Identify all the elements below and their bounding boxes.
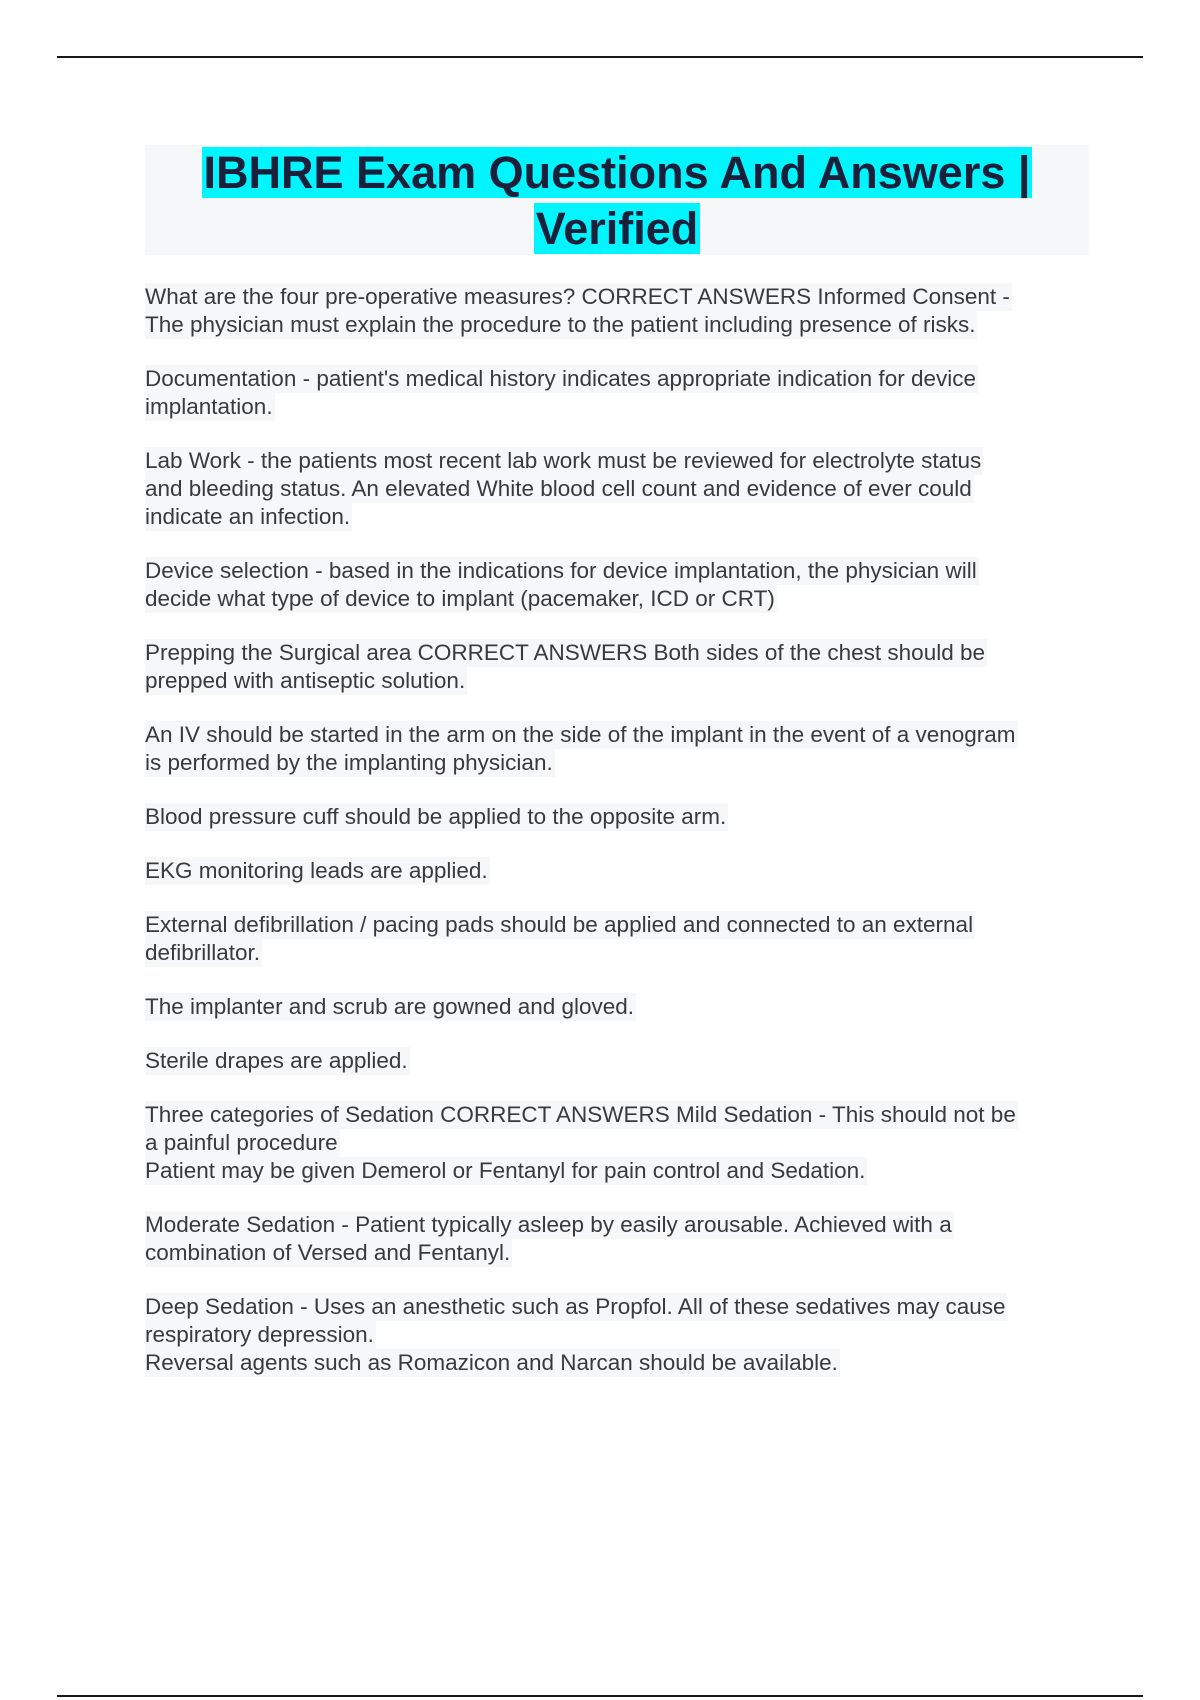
paragraph-line: Blood pressure cuff should be applied to the opposite arm. bbox=[145, 804, 727, 829]
paragraph-line: and bleeding status. An elevated White blood cell count and evidence of ever could bbox=[145, 476, 972, 501]
paragraph-line: Prepping the Surgical area CORRECT ANSWERS Both sides of the chest should be bbox=[145, 640, 986, 665]
paragraph-line: External defibrillation / pacing pads should be applied and connected to an external bbox=[145, 912, 974, 937]
paragraph-line: combination of Versed and Fentanyl. bbox=[145, 1240, 511, 1265]
paragraph-line: a painful procedure bbox=[145, 1130, 338, 1155]
paragraph-line: defibrillator. bbox=[145, 940, 261, 965]
paragraph-line: Three categories of Sedation CORRECT ANSWERS Mild Sedation - This should not be bbox=[145, 1102, 1016, 1127]
paragraph-line: Lab Work - the patients most recent lab work must be reviewed for electrolyte status bbox=[145, 448, 982, 473]
paragraph-line: An IV should be started in the arm on the side of the implant in the event of a venogram bbox=[145, 722, 1016, 747]
paragraph bbox=[145, 639, 1105, 695]
title-block bbox=[145, 145, 1089, 255]
paragraph-line: implantation. bbox=[145, 394, 273, 419]
paragraph bbox=[145, 1047, 1105, 1075]
document-body bbox=[145, 283, 1105, 1403]
title-line-1: IBHRE Exam Questions And Answers | bbox=[203, 147, 1031, 198]
paragraph bbox=[145, 803, 1105, 831]
paragraph-line: The implanter and scrub are gowned and gloved. bbox=[145, 994, 635, 1019]
paragraph-line: EKG monitoring leads are applied. bbox=[145, 858, 488, 883]
paragraph-line: is performed by the implanting physician. bbox=[145, 750, 553, 775]
paragraph bbox=[145, 911, 1105, 967]
paragraph bbox=[145, 447, 1105, 531]
paragraph-line: What are the four pre-operative measures? CORRECT ANSWERS Informed Consent - bbox=[145, 284, 1010, 309]
paragraph bbox=[145, 365, 1105, 421]
bottom-divider bbox=[57, 1695, 1143, 1697]
paragraph bbox=[145, 993, 1105, 1021]
paragraph bbox=[145, 283, 1105, 339]
paragraph-line: Documentation - patient's medical history indicates appropriate indication for device bbox=[145, 366, 976, 391]
paragraph-line: Reversal agents such as Romazicon and Narcan should be available. bbox=[145, 1350, 838, 1375]
paragraph bbox=[145, 557, 1105, 613]
paragraph-line: indicate an infection. bbox=[145, 504, 351, 529]
paragraph-line: decide what type of device to implant (pacemaker, ICD or CRT) bbox=[145, 586, 775, 611]
paragraph-line: Sterile drapes are applied. bbox=[145, 1048, 408, 1073]
page-title bbox=[145, 145, 1089, 257]
paragraph bbox=[145, 857, 1105, 885]
paragraph-line: Deep Sedation - Uses an anesthetic such as Propfol. All of these sedatives may cause bbox=[145, 1294, 1006, 1319]
paragraph-line: Device selection - based in the indications for device implantation, the physician will bbox=[145, 558, 977, 583]
paragraph-line: Moderate Sedation - Patient typically asleep by easily arousable. Achieved with a bbox=[145, 1212, 952, 1237]
title-line-2: Verified bbox=[535, 203, 699, 254]
paragraph bbox=[145, 1101, 1105, 1185]
paragraph bbox=[145, 1293, 1105, 1377]
paragraph-line: respiratory depression. bbox=[145, 1322, 374, 1347]
top-divider bbox=[57, 56, 1143, 58]
paragraph bbox=[145, 721, 1105, 777]
paragraph-line: The physician must explain the procedure to the patient including presence of risks. bbox=[145, 312, 976, 337]
paragraph bbox=[145, 1211, 1105, 1267]
paragraph-line: Patient may be given Demerol or Fentanyl for pain control and Sedation. bbox=[145, 1158, 866, 1183]
paragraph-line: prepped with antiseptic solution. bbox=[145, 668, 466, 693]
